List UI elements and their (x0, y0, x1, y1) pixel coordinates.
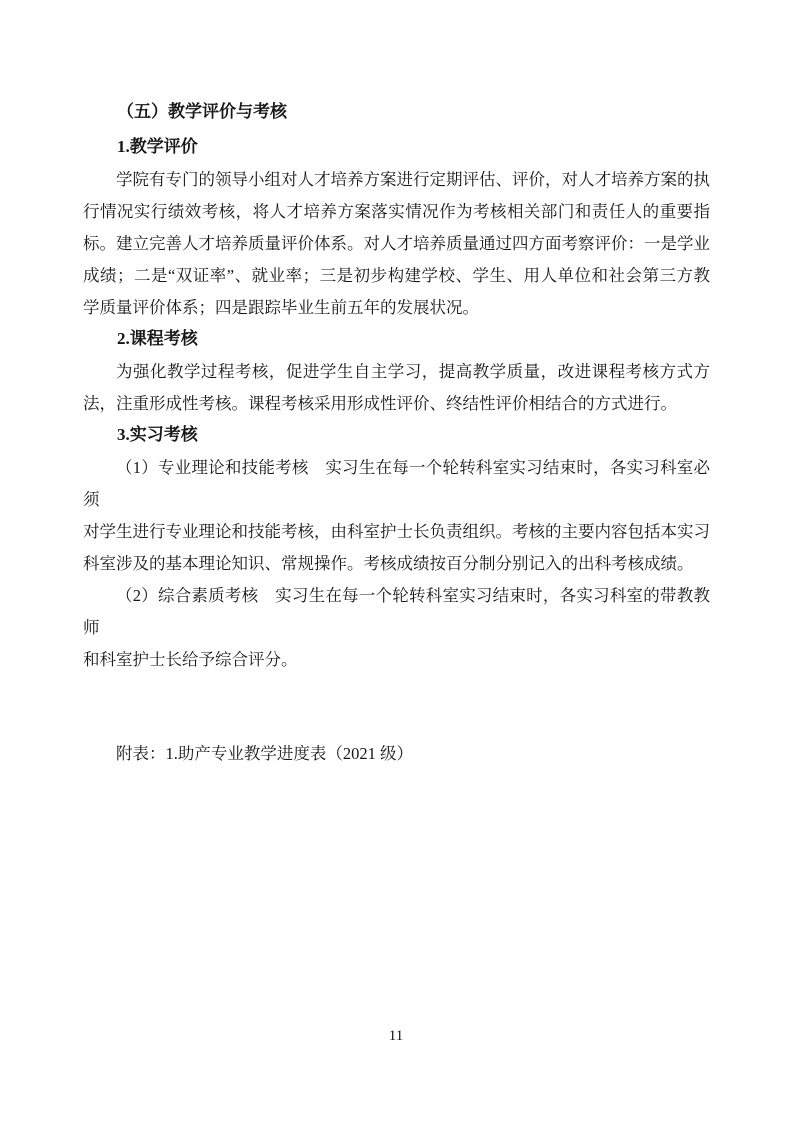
text-line: 标。建立完善人才培养质量评价体系。对人才培养质量通过四方面考察评价：一是学业 (83, 234, 710, 253)
section-heading-course-assessment: 2.课程考核 (117, 329, 198, 348)
text-line: 为强化教学过程考核，促进学生自主学习，提高教学质量，改进课程考核方式方 (116, 362, 710, 381)
text-line: 学质量评价体系；四是跟踪毕业生前五年的发展状况。 (83, 298, 479, 317)
text-line: 和科室护士长给予综合评分。 (83, 650, 298, 669)
paragraph-teaching-evaluation (83, 164, 710, 324)
text-line: 成绩；二是“双证率”、就业率；三是初步构建学校、学生、用人单位和社会第三方教 (83, 266, 710, 285)
text-line: （1）专业理论和技能考核 实习生在每一个轮转科室实习结束时，各实习科室必须 (83, 458, 710, 509)
text-line: 学院有专门的领导小组对人才培养方案进行定期评估、评价，对人才培养方案的执 (116, 170, 710, 189)
text-line: 法，注重形成性考核。课程考核采用形成性评价、终结性评价相结合的方式进行。 (83, 394, 677, 413)
section-heading-teaching-evaluation: 1.教学评价 (117, 137, 198, 156)
section-heading-internship-assessment: 3.实习考核 (117, 425, 198, 444)
text-line: （2）综合素质考核 实习生在每一个轮转科室实习结束时，各实习科室的带教教师 (83, 586, 710, 637)
text-line: 行情况实行绩效考核，将人才培养方案落实情况作为考核相关部门和责任人的重要指 (83, 202, 710, 221)
paragraph-professional-theory-skills (83, 452, 710, 580)
page-number: 11 (388, 1028, 404, 1044)
annex-note: 附表：1.助产专业教学进度表（2021 级） (116, 744, 413, 763)
text-line: 科室涉及的基本理论知识、常规操作。考核成绩按百分制分别记入的出科考核成绩。 (83, 554, 694, 573)
paragraph-comprehensive-quality (83, 580, 710, 676)
paragraph-course-assessment (83, 356, 710, 420)
text-line: 对学生进行专业理论和技能考核，由科室护士长负责组织。考核的主要内容包括本实习 (83, 522, 710, 541)
main-heading: （五）教学评价与考核 (117, 102, 287, 121)
